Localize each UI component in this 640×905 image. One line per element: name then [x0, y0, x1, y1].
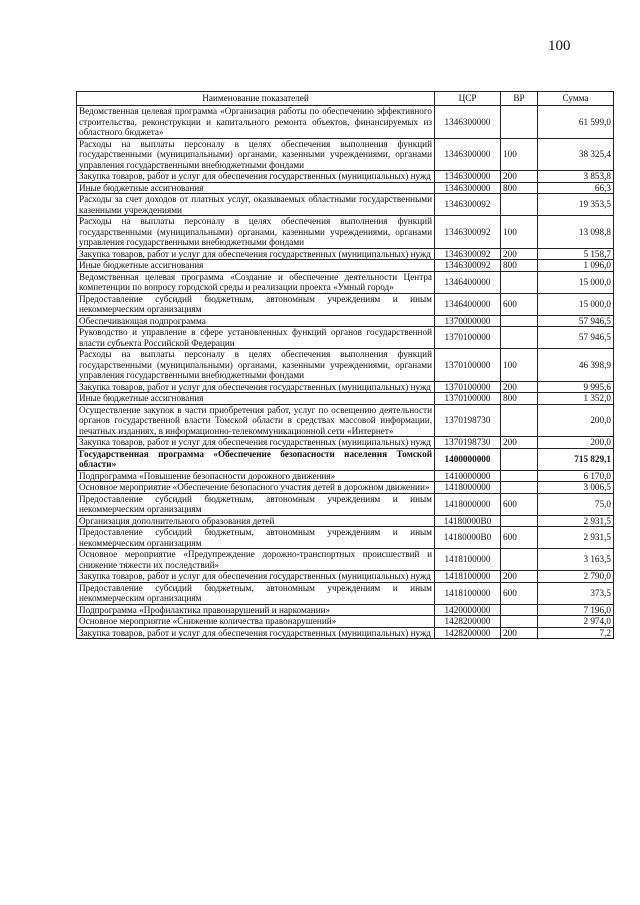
- row-csr-cell: 1346300000: [435, 138, 501, 171]
- row-vr-cell: [501, 448, 538, 470]
- row-vr-cell: [501, 106, 538, 139]
- row-vr-cell: 200: [501, 381, 538, 393]
- row-name-cell: Закупка товаров, работ и услуг для обеспечения государственных (муниципальных) нужд: [77, 437, 435, 449]
- table-row: [77, 216, 614, 249]
- row-name-cell: Закупка товаров, работ и услуг для обеспечения государственных (муниципальных) нужд: [77, 571, 435, 583]
- table-row: [77, 571, 614, 583]
- table-row: [77, 437, 614, 449]
- header-sum: Сумма: [538, 92, 614, 106]
- row-name-cell: Предоставление субсидий бюджетным, автономным учреждениям и иным некоммерческим организациям: [77, 582, 435, 604]
- table-row: [77, 327, 614, 349]
- row-vr-cell: 800: [501, 260, 538, 272]
- table-row: [77, 349, 614, 382]
- row-csr-cell: 1370000000: [435, 315, 501, 327]
- row-name-cell: Закупка товаров, работ и услуг для обеспечения государственных (муниципальных) нужд: [77, 171, 435, 183]
- table-header-row: [77, 92, 614, 106]
- row-name-cell: Ведомственная целевая программа «Организация работы по обеспечению эффективного строительства, реконструкции и капитального ремонта объектов, финансируемых из областного бюджета»: [77, 106, 435, 139]
- row-sum-cell: 15 000,0: [538, 271, 614, 293]
- row-name-cell: Руководство и управление в сфере установленных функций органов государственной власти субъекта Российской Федерации: [77, 327, 435, 349]
- row-name-cell: Закупка товаров, работ и услуг для обеспечения государственных (муниципальных) нужд: [77, 381, 435, 393]
- row-sum-cell: 57 946,5: [538, 327, 614, 349]
- row-vr-cell: [501, 549, 538, 571]
- row-csr-cell: 1418100000: [435, 582, 501, 604]
- row-sum-cell: 66,3: [538, 182, 614, 194]
- table-body: [77, 106, 614, 639]
- table-row: [77, 138, 614, 171]
- row-sum-cell: 19 353,5: [538, 194, 614, 216]
- row-vr-cell: 800: [501, 182, 538, 194]
- row-csr-cell: 1428200000: [435, 627, 501, 639]
- row-sum-cell: 200,0: [538, 404, 614, 437]
- row-sum-cell: 3 853,8: [538, 171, 614, 183]
- table-row: [77, 527, 614, 549]
- row-vr-cell: [501, 327, 538, 349]
- row-sum-cell: 7 196,0: [538, 604, 614, 616]
- row-sum-cell: 715 829,1: [538, 448, 614, 470]
- row-sum-cell: 6 170,0: [538, 470, 614, 482]
- row-csr-cell: 14180000В0: [435, 515, 501, 527]
- row-sum-cell: 75,0: [538, 493, 614, 515]
- header-name: Наименование показателей: [77, 92, 435, 106]
- row-name-cell: Подпрограмма «Повышение безопасности дорожного движения»: [77, 470, 435, 482]
- row-sum-cell: 5 158,7: [538, 248, 614, 260]
- row-sum-cell: 1 352,0: [538, 393, 614, 405]
- row-name-cell: Основное мероприятие «Обеспечение безопасного участия детей в дорожном движении»: [77, 482, 435, 494]
- table-row: [77, 271, 614, 293]
- row-vr-cell: [501, 404, 538, 437]
- row-name-cell: Расходы за счет доходов от платных услуг, оказываемых областными государственными казенными учреждениями: [77, 194, 435, 216]
- row-name-cell: Расходы на выплаты персоналу в целях обеспечения выполнения функций государственными (муниципальными) органами, казенными учреждениями, органами управления государственными внебюджетными фондами: [77, 138, 435, 171]
- row-csr-cell: 1370198730: [435, 404, 501, 437]
- row-sum-cell: 38 325,4: [538, 138, 614, 171]
- table-row: [77, 549, 614, 571]
- row-vr-cell: 600: [501, 582, 538, 604]
- row-sum-cell: 57 946,5: [538, 315, 614, 327]
- row-vr-cell: 200: [501, 248, 538, 260]
- row-sum-cell: 200,0: [538, 437, 614, 449]
- row-name-cell: Подпрограмма «Профилактика правонарушений и наркомании»: [77, 604, 435, 616]
- table-row: [77, 616, 614, 628]
- row-sum-cell: 2 790,0: [538, 571, 614, 583]
- row-sum-cell: 3 163,5: [538, 549, 614, 571]
- row-vr-cell: [501, 194, 538, 216]
- row-vr-cell: [501, 616, 538, 628]
- row-csr-cell: 1346300000: [435, 106, 501, 139]
- row-csr-cell: 1346400000: [435, 293, 501, 315]
- table-row: [77, 582, 614, 604]
- table-row: [77, 493, 614, 515]
- row-name-cell: Расходы на выплаты персоналу в целях обеспечения выполнения функций государственными (муниципальными) органами, казенными учреждениями, органами управления государственными внебюджетными фондами: [77, 216, 435, 249]
- table-row: [77, 470, 614, 482]
- row-vr-cell: 100: [501, 349, 538, 382]
- table-row: [77, 260, 614, 272]
- row-name-cell: Государственная программа «Обеспечение безопасности населения Томской области»: [77, 448, 435, 470]
- row-sum-cell: 1 096,0: [538, 260, 614, 272]
- row-csr-cell: 1418000000: [435, 493, 501, 515]
- row-sum-cell: 2 931,5: [538, 527, 614, 549]
- table-row: [77, 604, 614, 616]
- row-sum-cell: 373,5: [538, 582, 614, 604]
- row-vr-cell: 800: [501, 393, 538, 405]
- row-sum-cell: 3 006,5: [538, 482, 614, 494]
- row-csr-cell: 1370100000: [435, 381, 501, 393]
- row-sum-cell: 2 931,5: [538, 515, 614, 527]
- row-csr-cell: 1346300092: [435, 248, 501, 260]
- row-csr-cell: 1370100000: [435, 393, 501, 405]
- row-vr-cell: [501, 604, 538, 616]
- row-name-cell: Обеспечивающая подпрограмма: [77, 315, 435, 327]
- table-row: [77, 381, 614, 393]
- row-name-cell: Иные бюджетные ассигнования: [77, 393, 435, 405]
- row-csr-cell: 1346300092: [435, 216, 501, 249]
- row-name-cell: Основное мероприятие «Снижение количества правонарушений»: [77, 616, 435, 628]
- header-vr: ВР: [501, 92, 538, 106]
- row-vr-cell: 100: [501, 138, 538, 171]
- table-row: [77, 627, 614, 639]
- row-vr-cell: 200: [501, 571, 538, 583]
- table-row: [77, 404, 614, 437]
- table-row: [77, 315, 614, 327]
- row-name-cell: Предоставление субсидий бюджетным, автономным учреждениям и иным некоммерческим организациям: [77, 527, 435, 549]
- row-vr-cell: 200: [501, 171, 538, 183]
- row-csr-cell: 1346300092: [435, 194, 501, 216]
- row-name-cell: Закупка товаров, работ и услуг для обеспечения государственных (муниципальных) нужд: [77, 248, 435, 260]
- row-vr-cell: 100: [501, 216, 538, 249]
- row-csr-cell: 1400000000: [435, 448, 501, 470]
- row-vr-cell: [501, 482, 538, 494]
- row-name-cell: Ведомственная целевая программа «Создание и обеспечение деятельности Центра компетенции по вопросу городской среды и реализации проекта «Умный город»: [77, 271, 435, 293]
- row-name-cell: Иные бюджетные ассигнования: [77, 182, 435, 194]
- row-sum-cell: 46 398,9: [538, 349, 614, 382]
- row-vr-cell: 600: [501, 493, 538, 515]
- row-name-cell: Расходы на выплаты персоналу в целях обеспечения выполнения функций государственными (муниципальными) органами, казенными учреждениями, органами управления государственными внебюджетными фондами: [77, 349, 435, 382]
- row-sum-cell: 7,2: [538, 627, 614, 639]
- row-name-cell: Предоставление субсидий бюджетным, автономным учреждениям и иным некоммерческим организациям: [77, 493, 435, 515]
- row-vr-cell: [501, 315, 538, 327]
- table-row: [77, 448, 614, 470]
- row-csr-cell: 1370198730: [435, 437, 501, 449]
- row-csr-cell: 1346400000: [435, 271, 501, 293]
- row-vr-cell: [501, 470, 538, 482]
- row-csr-cell: 1346300000: [435, 182, 501, 194]
- row-name-cell: Закупка товаров, работ и услуг для обеспечения государственных (муниципальных) нужд: [77, 627, 435, 639]
- row-vr-cell: [501, 515, 538, 527]
- table-row: [77, 293, 614, 315]
- table-row: [77, 515, 614, 527]
- table-row: [77, 106, 614, 139]
- row-sum-cell: 13 098,8: [538, 216, 614, 249]
- row-csr-cell: 14180000В0: [435, 527, 501, 549]
- row-name-cell: Осуществление закупок в части приобретения работ, услуг по освещению деятельности органов государственной власти Томской области в средствах массовой информации, печатных изданиях, в информационно-телекоммуникационной сети «Интернет»: [77, 404, 435, 437]
- table-row: [77, 171, 614, 183]
- row-csr-cell: 1428200000: [435, 616, 501, 628]
- row-csr-cell: 1410000000: [435, 470, 501, 482]
- table-row: [77, 194, 614, 216]
- row-csr-cell: 1418000000: [435, 482, 501, 494]
- row-vr-cell: 600: [501, 527, 538, 549]
- row-sum-cell: 2 974,0: [538, 616, 614, 628]
- row-name-cell: Основное мероприятие «Предупреждение дорожно-транспортных происшествий и снижение тяжести их последствий»: [77, 549, 435, 571]
- row-csr-cell: 1418100000: [435, 549, 501, 571]
- row-vr-cell: 200: [501, 437, 538, 449]
- row-name-cell: Иные бюджетные ассигнования: [77, 260, 435, 272]
- row-sum-cell: 9 995,6: [538, 381, 614, 393]
- row-csr-cell: 1370100000: [435, 327, 501, 349]
- row-sum-cell: 15 000,0: [538, 293, 614, 315]
- table-row: [77, 393, 614, 405]
- row-vr-cell: 200: [501, 627, 538, 639]
- row-csr-cell: 1346300092: [435, 260, 501, 272]
- page-number: 100: [548, 38, 571, 54]
- header-csr: ЦСР: [435, 92, 501, 106]
- row-vr-cell: 600: [501, 293, 538, 315]
- row-csr-cell: 1418100000: [435, 571, 501, 583]
- row-vr-cell: [501, 271, 538, 293]
- row-csr-cell: 1370100000: [435, 349, 501, 382]
- row-csr-cell: 1420000000: [435, 604, 501, 616]
- row-name-cell: Предоставление субсидий бюджетным, автономным учреждениям и иным некоммерческим организациям: [77, 293, 435, 315]
- table-row: [77, 182, 614, 194]
- row-csr-cell: 1346300000: [435, 171, 501, 183]
- row-name-cell: Организация дополнительного образования детей: [77, 515, 435, 527]
- table-row: [77, 482, 614, 494]
- table-row: [77, 248, 614, 260]
- row-sum-cell: 61 599,0: [538, 106, 614, 139]
- budget-table: [76, 91, 614, 639]
